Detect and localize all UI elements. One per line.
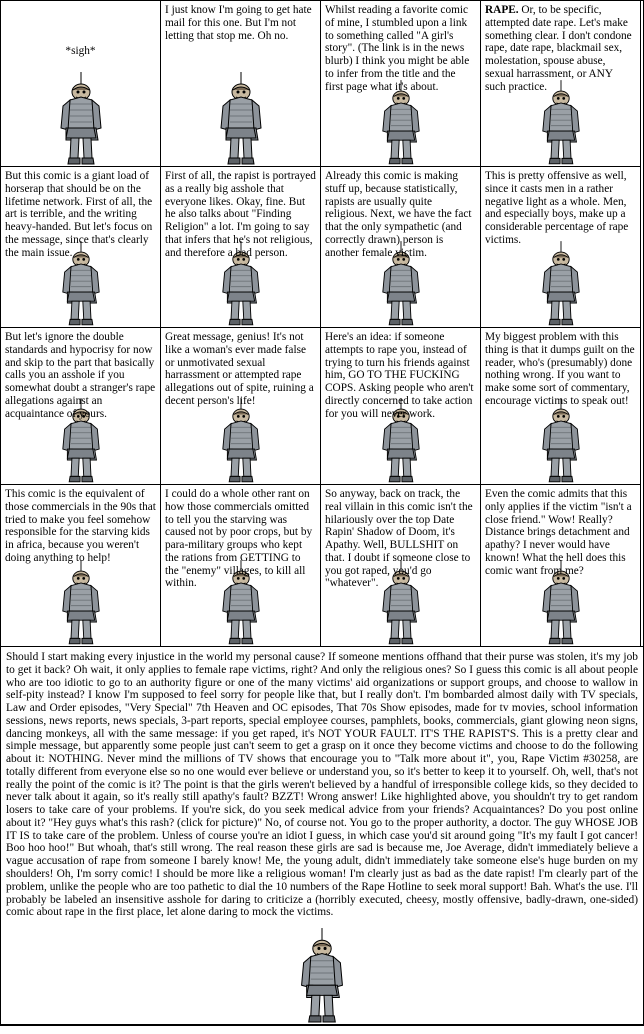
knight-figure-icon	[286, 926, 358, 1024]
panel-caption-rest: Or, to be specific, attempted date rape. Let's make something clear. I don't condone rape, date rape, blackmail sex, molestation, spouse abuse, sexual harrassment, or ANY such practice.	[485, 4, 632, 93]
comic-row-4	[1, 485, 643, 647]
comic-panel	[0, 0, 161, 167]
panel-caption: Even the comic admits that this only applies if the victim "isn't a close friend." Wow! Really? Distance brings detachment and apathy? I never would have known! What the hell does this comic want from me?	[485, 488, 632, 577]
comic-panel	[480, 327, 641, 485]
knight-figure-icon	[531, 239, 591, 327]
comic-panel	[480, 484, 641, 647]
panel-caption: But this comic is a giant load of horserap that should be on the lifetime network. First of all, the art is terrible, and the writing heavy-handed. But let's focus on the message, since that's clearly the main issue.	[5, 170, 153, 259]
comic-panel	[160, 166, 321, 328]
comic-panel	[0, 166, 161, 328]
comic-panel	[480, 166, 641, 328]
comic-panel	[160, 484, 321, 647]
comic-row-1	[1, 1, 643, 167]
panel-caption: *sigh*	[65, 45, 96, 57]
closing-figure-panel	[0, 925, 644, 1025]
comic-panel	[320, 484, 481, 647]
knight-figure-icon	[211, 396, 271, 484]
comic-panel	[320, 166, 481, 328]
panel-caption: This comic is the equivalent of those commercials in the 90s that tried to make you feel somehow responsible for the starving kids in africa, because you weren't doing anything to help!	[5, 488, 156, 564]
comic-row-3	[1, 328, 643, 485]
panel-caption: Already this comic is making stuff up, because statistically, rapists are usually quite religious. Next, we have the fact that the only sympathetic (and correctly drawn) person is another female victim.	[325, 170, 472, 259]
panel-caption: But let's ignore the double standards and hypocrisy for now and skip to the part that basically calls you an asshole if you somewhat doubt a stranger's rape allegations against an acquaintance of yours.	[5, 331, 156, 420]
panel-caption: Here's an idea: if someone attempts to rape you, instead of trying to turn his friends against him, GO TO THE FUCKING COPS. Asking people who aren't directly concerned to take action for you will never work.	[325, 331, 474, 420]
knight-figure-icon	[51, 558, 111, 646]
comic-panel	[0, 484, 161, 647]
panel-caption: Whilst reading a favorite comic of mine, I stumbled upon a link to something called "A girl's story". (The link is in the news blurb) I think you might be able to infer from the title and the first page what it's about.	[325, 4, 470, 93]
knight-figure-icon	[531, 396, 591, 484]
closing-essay-text: Should I start making every injustice in the world my personal cause? If someone mentions offhand that their purse was stolen, it's my job to get it back? Oh wait, it only applies to female rape victims, right? And only the religious ones? So I guess this comic is all about people who are too idiotic to go to an authority figure or one of the many victims' aid organizations or support groups, and choose to wallow in self-pity instead? I know I'm supposed to feel sorry for people like that, but I really don't. I'm bombarded almost daily with TV specials, Law and Order episodes, "Very Special" 7th Heaven and OC episodes, That 70s Show episodes, made for tv movies, school information sessions, news reports, news specials, 3-part reports, special employee courses, pamphlets, books, commercials, giant glowing neon signs, dancing monkeys, all with the same message: if you get raped, it's NOT YOUR FAULT. IT'S THE RAPIST'S. This is a pretty clear and simple message, but apparently some people just can't seem to get a grasp on it once they become victims and choose to do the following about it: NOTHING. Never mind the millions of TV shows that encourage you to "Talk more about it", you, Rape Victim #30258, are totally different from everyone else so no one would ever believe or understand you, so it's better to keep it to yourself. Oh, well, that's not really the point of the comic is it? The point is that the girls weren't believed by a handful of irresponsible college kids, so they decided to never talk about it again, so it's really still apathy's fault? BZZT! Wrong answer! Like highlighted above, you shouldn't try to get random losers to take care of your problems. If you're sick, do you seek medical advice from your friends? Acquaintances? Do you post online about it? "Hey guys what's this rash? (click for picture)" No, of course not. You go to the proper authority, a doctor. The guy WHOSE JOB IT IS to take care of the problem. Unless of course you're an idiot I guess, in which case you'd sit around going "It's my fault I got cancer! Boo hoo hoo!" But whoah, that's still wrong. The real reason these girls are sad is because me, Joe Average, didn't immediately believe a vague accusation of rape from someone I barely know! Me, the young adult, didn't immediately take someone else's huge burden on my shoulders! Oh, I'm sorry comic! I should be more like a religious woman! I'm clearly just as bad as the date rapist! I'm clearly part of the problem, unlike the people who are too pathetic to dial the 10 numbers of the Rape Hotline to seek moral support! Bah. What's the use. I'll probably be labeled an insensitive asshole for daring to criticize a (horribly executed, cheesy, mostly offensive, badly-drawn, one-sided) comic about rape in the first place, let alone daring to mock the victims.	[0, 646, 644, 926]
comic-panel	[0, 327, 161, 485]
comic-panel	[160, 327, 321, 485]
panel-caption: I could do a whole other rant on how those commercials omitted to tell you the starving was caused not by poor crops, but by para-military groups who kept the rations from GETTING to the "enemy" villages, to kill all within.	[165, 488, 313, 590]
panel-caption: First of all, the rapist is portrayed as a really big asshole that everyone likes. Okay, fine. But he also talks about "Finding Religion" a lot. I'm going to say that infers that he's not religious, and therefore a bad person.	[165, 170, 316, 259]
panel-caption	[481, 1, 640, 93]
comic-panel	[320, 327, 481, 485]
knight-figure-icon	[208, 70, 274, 166]
comic-panel	[480, 0, 641, 167]
knight-figure-icon	[48, 70, 114, 166]
panel-caption: My biggest problem with this thing is that it dumps guilt on the reader, who's (presumably) done nothing wrong. If you want to make some sort of commentary, encourage victims to speak out!	[485, 331, 635, 407]
panel-lead-word: RAPE.	[485, 4, 519, 16]
panel-caption: I just know I'm going to get hate mail for this one. But I'm not letting that stop me. Oh no.	[165, 4, 312, 42]
panel-caption: So anyway, back on track, the real villain in this comic isn't the hilariously over the top Date Rapin' Shadow of Doom, it's Apathy. Well, BULLSHIT on that. I doubt if someone close to you got raped, you'd go "whatever".	[325, 488, 473, 590]
comic-panel	[160, 0, 321, 167]
comic-row-2	[1, 167, 643, 328]
panel-caption: Great message, genius! It's not like a woman's ever made false or unmotivated sexual harrassment or attempted rape allegations out of spite, ruining a decent person's life!	[165, 331, 314, 407]
panel-caption: This is pretty offensive as well, since it casts men in a rather negative light as a whole. Men, and especially boys, make up a considerable percentage of rape victims.	[485, 170, 629, 246]
comic-panel	[320, 0, 481, 167]
